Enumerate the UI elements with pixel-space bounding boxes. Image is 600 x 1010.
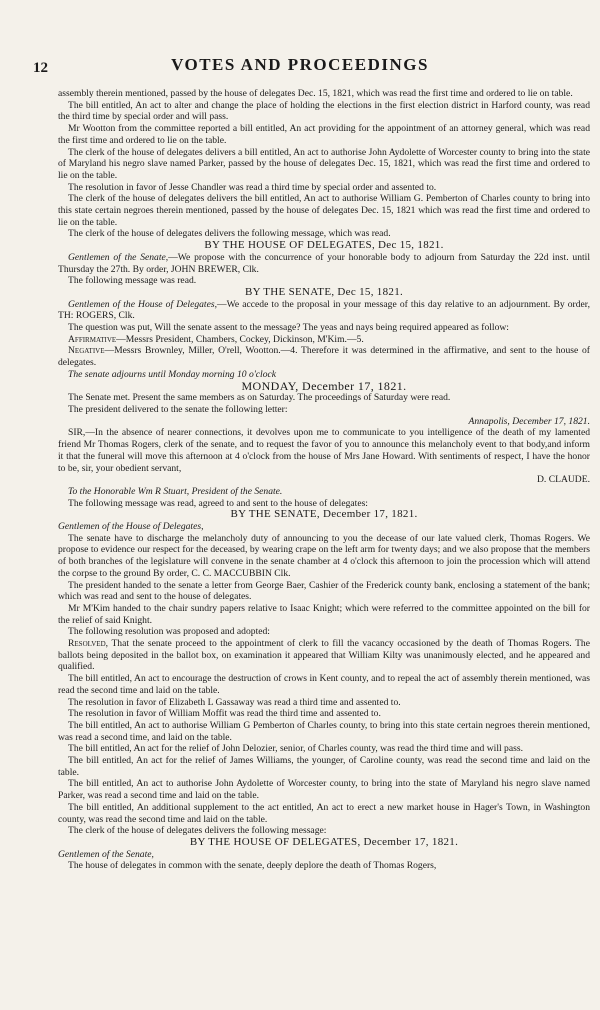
running-head: VOTES AND PROCEEDINGS (171, 55, 429, 74)
paragraph (58, 334, 590, 346)
section-heading: BY THE HOUSE OF DELEGATES, Dec 15, 1821. (204, 239, 444, 252)
paragraph: The bill entitled, An act to alter and change the place of holding the elections in the first election district in Harford county, was read the third time by special order and will pass. (58, 99, 590, 123)
signature: C. C. MACCUBBIN Clk. (191, 567, 291, 579)
paragraph: The resolution in favor of Elizabeth L Gassaway was read a third time and assented to. (68, 696, 401, 708)
paragraph: The clerk of the house of delegates delivers the following message: (68, 825, 327, 837)
paragraph (58, 427, 590, 474)
document-body (58, 88, 590, 872)
paragraph-text: —Messrs Brownley, Miller, O'rell, Wootton.—4. Therefore it was determined in the affirmative, and sent to the house of delegates. (58, 345, 590, 369)
paragraph: Mr M'Kim handed to the chair sundry papers relative to Isaac Knight; which were referred to the committee appointed on the bill for the relief of said Knight. (58, 602, 590, 626)
paragraph: The clerk of the house of delegates delivers the following message, which was read. (68, 228, 391, 240)
signature-label: By order, (153, 567, 189, 579)
signature-label: By order, (132, 263, 169, 275)
section-heading: BY THE SENATE, Dec 15, 1821. (244, 285, 404, 298)
salutation: Gentlemen of the House of Delegates, (58, 521, 204, 533)
paragraph: The resolution in favor of William Moffit was read the third time and assented to. (68, 708, 381, 720)
paragraph (58, 533, 590, 580)
paragraph: The bill entitled, An additional supplement to the act entitled, An act to erect a new market house in Hager's Town, in Washington county, was read the second time and laid on the table. (58, 801, 590, 825)
signature: JOHN BREWER, Clk. (170, 263, 259, 275)
paragraph-text: —In the absence of nearer connections, it devolves upon me to communicate to you intelligence of the death of my lamented friend Mr Thomas Rogers, clerk of the senate, and to request the favor of you to announce this melancholy event to that body,and inform it that the funeral will move this afternoon at 4 o'clock from the house of Mrs Jane Howard. With sentiments of respect, I have the honor to be, sir, your obedient servant, (58, 427, 590, 474)
vote-label: Affirmative (68, 333, 117, 345)
signature: D. CLAUDE. (536, 474, 590, 486)
paragraph: The following message was read, agreed to and sent to the house of delegates: (68, 497, 368, 509)
section-heading: BY THE SENATE, December 17, 1821. (230, 508, 418, 521)
letter-date: Annapolis, December 17, 1821. (468, 415, 590, 427)
paragraph: The bill entitled, An act for the relief of James Williams, the younger, of Caroline county, was read the second time and laid on the table. (58, 755, 590, 778)
resolution-label: Resolved, (68, 638, 109, 650)
paragraph: The clerk of the house of delegates delivers a bill entitled, An act to authorise John Aydolette of Worcester county to bring into the state of Maryland his negro slave named Parker, passed by the house of delegates Dec. 15, 1821, which was read the first time and ordered to lie on the table. (58, 146, 590, 181)
paragraph: assembly therein mentioned, passed by the house of delegates Dec. 15, 1821, which was read the first time and ordered to lie on table. (58, 88, 573, 99)
signature-label: By order, (553, 298, 590, 310)
paragraph (58, 638, 590, 673)
salutation: SIR, (68, 427, 86, 439)
paragraph: To the Honorable Wm R Stuart, President of the Senate. (68, 485, 283, 497)
paragraph: The bill entitled, An act to encourage the destruction of crows in Kent county, and to repeal the act of assembly therein mentioned, was read the second time and laid on the table. (58, 673, 590, 696)
paragraph: The Senate met. Present the same members as on Saturday. The proceedings of Saturday were read. (68, 392, 451, 404)
salutation: Gentlemen of the Senate, (68, 251, 169, 263)
paragraph: The question was put, Will the senate assent to the message? The yeas and nays being required appeared as follow: (68, 322, 509, 334)
paragraph-text: —We accede to the proposal in your message of this day relative to an adjournment. (217, 298, 551, 310)
paragraph: Mr Wootton from the committee reported a bill entitled, An act providing for the appointment of an attorney general, which was read the first time and ordered to lie on the table. (58, 123, 590, 146)
paragraph: The bill entitled, An act to authorise William G Pemberton of Charles county, to bring into this state certain negroes therein mentioned, was read a second time, and laid on the table. (58, 719, 590, 743)
paragraph: The bill entitled, An act to authorise John Aydolette of Worcester county, to bring into the state of Maryland his negro slave named Parker, was read a second time and laid on the table. (58, 778, 590, 802)
signature: TH: ROGERS, Clk. (58, 310, 135, 322)
paragraph-text: —We propose with the concurrence of your honorable body to adjourn from Saturday the 22d inst. until Thursday the 27th. (58, 251, 591, 275)
page-number: 12 (33, 60, 48, 76)
paragraph: The senate adjourns until Monday morning 10 o'clock (68, 368, 277, 380)
date-heading: MONDAY, December 17, 1821. (241, 378, 407, 393)
paragraph: The following resolution was proposed and adopted: (68, 626, 270, 638)
paragraph: The resolution in favor of Jesse Chandler was read a third time by special order and assented to. (68, 181, 437, 193)
paragraph: The following message was read. (68, 275, 197, 287)
paragraph: The house of delegates in common with the senate, deeply deplore the death of Thomas Rogers, (68, 860, 437, 872)
salutation: Gentlemen of the Senate, (58, 848, 154, 860)
paragraph: The bill entitled, An act for the relief of John Delozier, senior, of Charles county, was read the third time and will pass. (68, 743, 523, 755)
paragraph: The clerk of the house of delegates delivers the bill entitled, An act to authorise William G. Pemberton of Charles county to bring into this state certain negroes therein mentioned, passed by the house of delegates Dec. 15, 1821 which was read the first time and ordered to lie on the table. (58, 193, 590, 228)
paragraph (58, 252, 590, 275)
paragraph (58, 345, 590, 368)
salutation: Gentlemen of the House of Delegates, (68, 298, 217, 310)
paragraph: The president handed to the senate a letter from George Baer, Cashier of the Frederick county bank, enclosing a statement of the bank; which was read and sent to the house of delegates. (58, 579, 590, 603)
vote-label: Negative (68, 345, 105, 357)
paragraph-text: —Messrs President, Chambers, Cockey, Dickinson, M'Kim.—5. (116, 333, 364, 345)
paragraph-text: That the senate proceed to the appointment of clerk to fill the vacancy occasioned by the death of Thomas Rogers. The ballots being deposited in the ballot box, on examination it appeared that William Kilty was unanimously elected, and he appeared and qualified. (58, 638, 590, 673)
paragraph-text: The senate have to discharge the melancholy duty of announcing to you the decease of our late valued clerk, Thomas Rogers. We propose to evidence our respect for the deceased, by wearing crape on the left arm for twenty days; and we also propose that the members of both branches of the legislature will convene in the senate chamber at 4 o'clock this afternoon to join the procession which will attend the corpse to the ground (58, 532, 590, 579)
paragraph: The president delivered to the senate the following letter: (68, 403, 288, 415)
paragraph (58, 299, 590, 322)
section-heading: BY THE HOUSE OF DELEGATES, December 17, 1821. (189, 836, 459, 848)
